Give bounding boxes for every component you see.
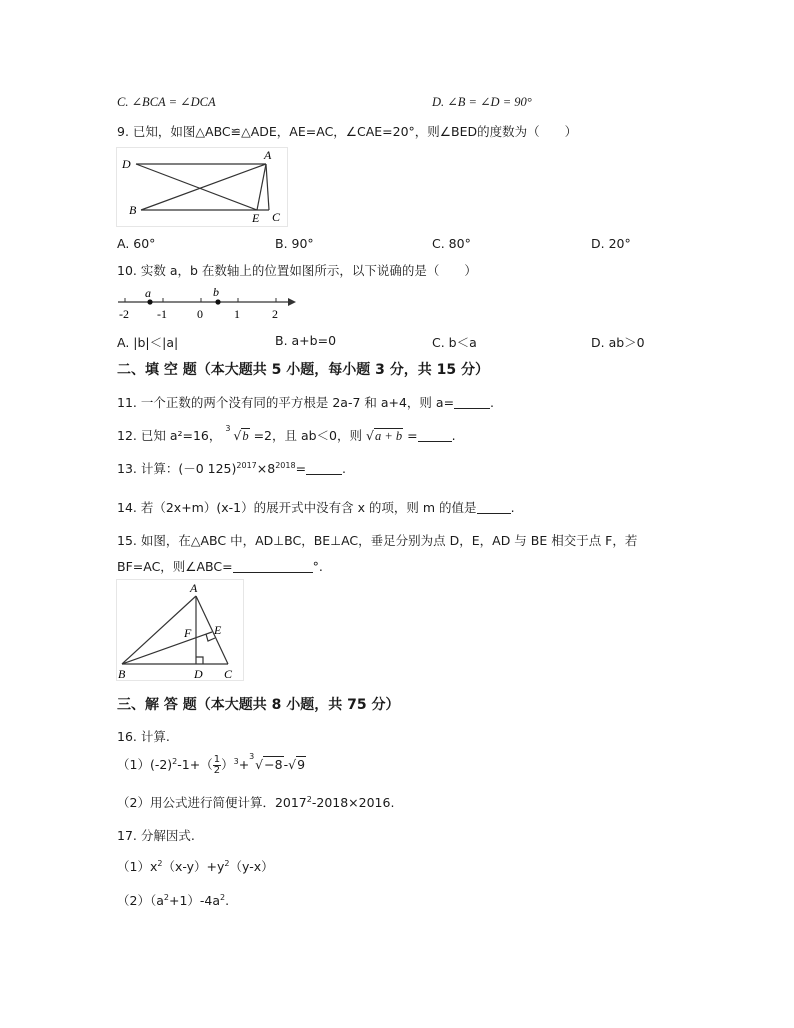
- axis-arrow: [288, 298, 296, 306]
- q16-cube-root: 3 √−8: [249, 752, 283, 772]
- q16-p1d: ）: [221, 757, 234, 772]
- q16-sqrt-body: 9: [297, 757, 306, 772]
- q10-option-a: A. |b|＜|a|: [117, 335, 179, 350]
- tick-label-1: 1: [234, 307, 240, 321]
- q16-p2b: -2018×2016.: [311, 795, 395, 810]
- q16-p2sup: 2: [306, 795, 312, 804]
- label-a: A: [264, 148, 272, 162]
- q12-part2: =2，且 ab＜0，则: [249, 428, 363, 443]
- q15-figure: [116, 579, 244, 681]
- label-d: D: [194, 667, 203, 681]
- q16-p1a: （1）(-2): [117, 757, 173, 772]
- q14-answer-blank: [477, 500, 511, 514]
- q17-p1sup: 2: [157, 859, 163, 868]
- q15-line1: 15. 如图，在△ABC 中，AD⊥BC，BE⊥AC，垂足分别为点 D，E，AD 与 BE 相交于点 F，若: [117, 533, 638, 548]
- tick-label-neg2: -2: [119, 307, 129, 321]
- q16-p1b: 2: [172, 757, 178, 766]
- right-angle-d: [196, 657, 203, 664]
- q17-p1b: （x-y）+y: [162, 859, 225, 874]
- q17-p2sup: 2: [163, 893, 169, 902]
- section-2-heading: 二、填 空 题（本大题共 5 小题，每小题 3 分，共 15 分）: [117, 362, 489, 378]
- q17-p2b: +1）-4a: [168, 893, 221, 908]
- q13-tail: .: [342, 461, 347, 476]
- q16-p1f: +: [238, 757, 250, 772]
- q10-stem: 10. 实数 a，b 在数轴上的位置如图所示，以下说确的是（ ）: [117, 263, 477, 278]
- q15-line2b: °.: [312, 559, 323, 574]
- q9-option-b: B. 90°: [275, 236, 314, 251]
- q16-cbrt-index: 3: [249, 752, 255, 761]
- q17-p2c: .: [225, 893, 230, 908]
- q12-answer-blank: [418, 428, 452, 442]
- label-d: D: [122, 157, 131, 171]
- q16-title: 16. 计算.: [117, 729, 170, 744]
- q16-fraction: [213, 755, 221, 776]
- q10-option-d: D. ab＞0: [591, 335, 645, 350]
- q13-exp2: 2018: [275, 461, 296, 470]
- q9-stem: 9. 已知，如图△ABC≌△ADE，AE=AC，∠CAE=20°，则∠BED的度数为（ ）: [117, 124, 578, 139]
- q11-answer-blank: [454, 395, 490, 409]
- q17-title: 17. 分解因式.: [117, 828, 195, 843]
- q16-p1c: -1+（: [177, 757, 213, 772]
- q10-option-b: B. a+b=0: [275, 333, 337, 348]
- q9-figure: [116, 147, 288, 227]
- q17-part2: [117, 891, 229, 909]
- q16-p1e: 3: [233, 757, 239, 766]
- q16-part2: [117, 793, 394, 811]
- q11-text: 11. 一个正数的两个没有同的平方根是 2a-7 和 a+4，则 a=: [117, 395, 455, 410]
- q16-cbrt-body: −8: [264, 757, 283, 772]
- q12-sqrt: a + b: [374, 429, 403, 443]
- q14: [117, 498, 515, 516]
- q9-option-c: C. 80°: [432, 236, 471, 251]
- label-b: B: [118, 667, 126, 681]
- number-line: [114, 285, 298, 323]
- q15-line2: [117, 557, 323, 575]
- section-3-heading: 三、解 答 题（本大题共 8 小题，共 75 分）: [117, 697, 400, 713]
- tick-label-2: 2: [272, 307, 278, 321]
- q16-frac-den: 2: [213, 765, 221, 776]
- q12-tail: .: [451, 428, 456, 443]
- q17-p1sup2: 2: [224, 859, 230, 868]
- q17-p2sup2: 2: [220, 893, 226, 902]
- label-a: A: [190, 581, 198, 595]
- q15-figure-frame: [117, 580, 244, 681]
- q14-text: 14. 若（2x+m）(x-1）的展开式中没有含 x 的项，则 m 的值是: [117, 500, 477, 515]
- q17-p1a: （1）x: [117, 859, 158, 874]
- q13-part1: 13. 计算：(－0 125): [117, 461, 237, 476]
- q17-part1: [117, 857, 274, 875]
- q16-frac-num: 1: [213, 754, 221, 765]
- q13: [117, 459, 346, 477]
- q15-answer-blank: [233, 559, 313, 573]
- q13-part3: =: [295, 461, 307, 476]
- q12-cube-root: 3 √b: [225, 424, 249, 443]
- line-ac: [266, 164, 269, 210]
- q12-root-index: 3: [225, 424, 231, 433]
- q10-option-c: C. b＜a: [432, 335, 477, 350]
- q15-line2a: BF=AC，则∠ABC=: [117, 559, 233, 574]
- label-e: E: [252, 211, 260, 225]
- q16-part1: $(1)(-2)^2-1+$（ $\frac{1}{2}$ ）$^3$+ 3 √−8-√9: [117, 752, 306, 776]
- label-b: b: [213, 285, 219, 299]
- label-f: F: [184, 626, 192, 640]
- label-b: B: [129, 203, 137, 217]
- q12-part1: 12. 已知 a²=16，: [117, 428, 222, 443]
- line-de: [136, 164, 257, 210]
- q12: 12. 已知 a²=16， 3 √b =2，且 ab＜0，则 √a + b = .: [117, 424, 456, 443]
- q11-tail: .: [490, 395, 495, 410]
- q12-part3: =: [403, 428, 418, 443]
- q16-p1g: -: [283, 757, 289, 772]
- q12-root-var: b: [242, 429, 249, 443]
- line-ba: [141, 164, 266, 210]
- q9-option-d: D. 20°: [591, 236, 631, 251]
- point-a: [147, 299, 152, 304]
- segment-ac: [196, 596, 228, 664]
- q8-option-c: C. ∠BCA = ∠DCA: [117, 95, 216, 109]
- q13-exp1: 2017: [236, 461, 257, 470]
- point-b: [215, 299, 220, 304]
- q13-answer-blank: [306, 461, 342, 475]
- label-e: E: [214, 623, 222, 637]
- q16-p2a: （2）用公式进行简便计算．2017: [117, 795, 307, 810]
- q8-option-d: D. ∠B = ∠D = 90°: [432, 95, 532, 109]
- label-a: a: [145, 286, 151, 300]
- label-c: C: [224, 667, 233, 681]
- tick-label-0: 0: [197, 307, 203, 321]
- q14-tail: .: [510, 500, 515, 515]
- tick-label-neg1: -1: [157, 307, 167, 321]
- q17-p1c: （y-x）: [229, 859, 274, 874]
- q13-part2: ×8: [256, 461, 276, 476]
- label-c: C: [272, 210, 281, 224]
- q9-option-a: A. 60°: [117, 236, 156, 251]
- q11: [117, 393, 494, 411]
- segment-be: [122, 632, 212, 664]
- line-ae: [257, 164, 266, 210]
- q17-p2a: （2）（a: [117, 893, 164, 908]
